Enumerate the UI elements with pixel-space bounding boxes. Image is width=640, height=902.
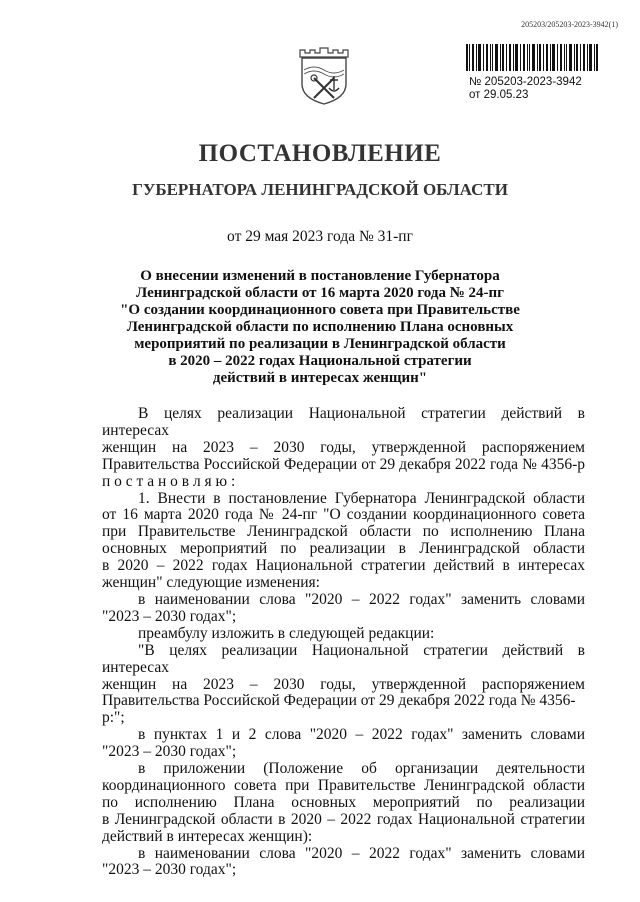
body-line: при Правительстве Ленинградской области по исполнению Плана [102,523,585,541]
barcode [466,44,598,71]
body-line: в приложении (Положение об организации деятельности [138,760,585,778]
heading-line: действий в интересах женщин" [212,370,428,386]
body-line: в наименовании слова "2020 – 2022 годах" заменить словами [138,844,585,862]
body-line: преамбулу изложить в следующей редакции: [138,624,435,642]
body-line: координационного совета при Правительстве Ленинградской области [102,776,585,794]
registration-date: от 29.05.23 [469,89,529,101]
coat-of-arms-emblem [296,44,352,106]
body-line: В целях реализации Национальной стратегии действий в интересах [102,405,585,439]
registration-number: № 205203-2023-3942 [469,76,582,88]
body-line: действий в интересах женщин): [102,827,313,845]
document-heading [112,268,528,387]
document-code: 205203/205203-2023-3942(1) [521,20,618,29]
registration-block [469,76,582,102]
body-line: "В целях реализации Национальной стратегии действий в интересах [102,641,585,676]
body-line: женщин на 2023 – 2030 годы, утвержденной распоряжением [102,675,585,693]
body-line: в Ленинградской области в 2020 – 2022 годах Национальной стратегии [102,810,585,828]
body-line: "2023 – 2030 годах"; [102,861,237,879]
heading-line: Ленинградской области по исполнению Плана основных [126,319,514,335]
document-title: ПОСТАНОВЛЕНИЕ [198,140,442,167]
body-line: основных мероприятий по реализации в Ленинградской области [102,540,585,558]
heading-line: Ленинградской области от 16 марта 2020 года № 24-пг [136,285,504,301]
heading-line: О внесении изменений в постановление Губернатора [140,268,500,284]
body-line: в пунктах 1 и 2 слова "2020 – 2022 годах" заменить словами [138,726,585,744]
body-line: по исполнению Плана основных мероприятий по реализации [102,793,585,811]
body-line: Правительства Российской Федерации от 29 декабря 2022 года № 4356-р:"; [102,692,576,727]
body-line: п о с т а н о в л я ю : [102,472,236,490]
body-line: от 16 марта 2020 года № 24-пг "О создании координационного совета [102,506,585,524]
body-line: "2023 – 2030 годах"; [102,743,237,761]
heading-line: "О создании координационного совета при Правительстве [120,302,520,318]
body-line: женщин на 2023 – 2030 годы, утвержденной распоряжением [102,438,585,456]
heading-line: в 2020 – 2022 годах Национальной стратегии [168,353,472,369]
body-line: "2023 – 2030 годах"; [102,607,237,625]
body-line: женщин" следующие изменения: [102,574,320,592]
document-date-number: от 29 мая 2023 года № 31-пг [227,228,413,245]
body-line: в наименовании слова "2020 – 2022 годах" заменить словами [138,590,585,608]
body-line: в 2020 – 2022 годах Национальной стратегии действий в интересах [102,557,585,575]
body-line: Правительства Российской Федерации от 29 декабря 2022 года № 4356-р [102,455,585,473]
heading-line: мероприятий по реализации в Ленинградской области [134,336,506,352]
document-body [102,406,585,879]
document-subtitle: ГУБЕРНАТОРА ЛЕНИНГРАДСКОЙ ОБЛАСТИ [132,180,508,199]
body-line: 1. Внести в постановление Губернатора Ленинградской области [138,489,585,507]
